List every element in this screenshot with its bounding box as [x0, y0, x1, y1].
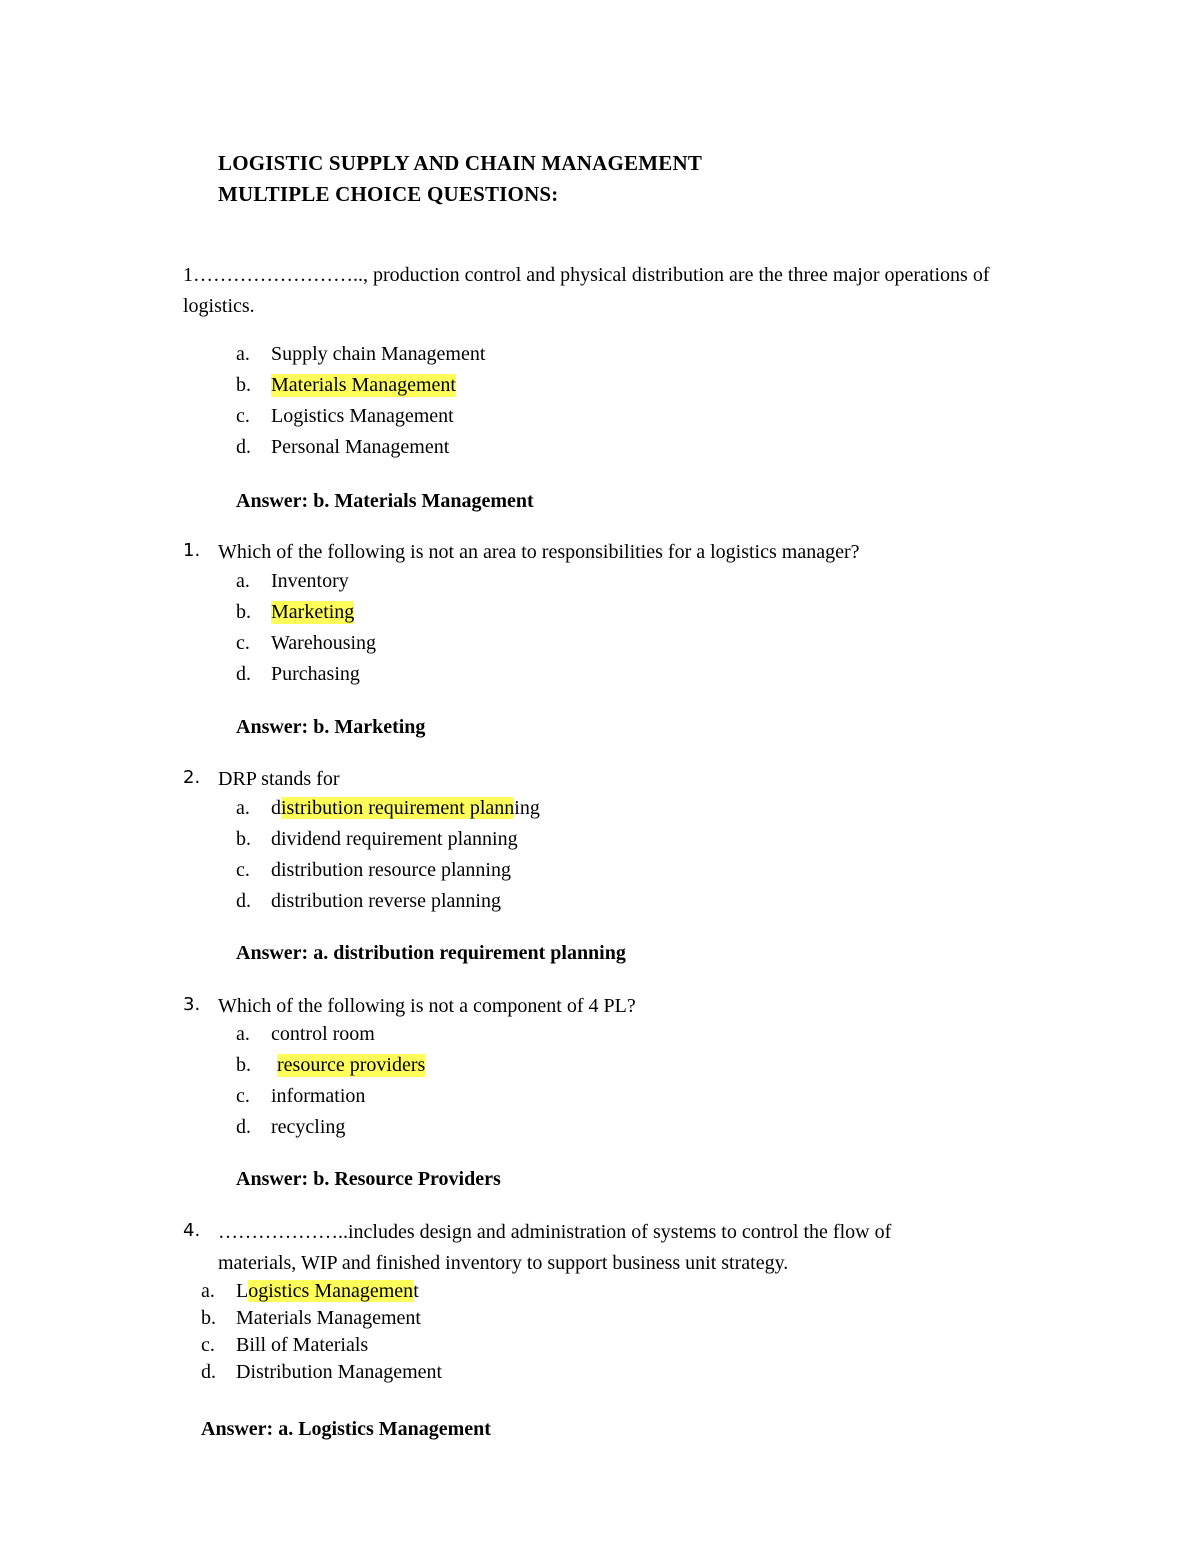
question-3-text: Which of the following is not a component of 4 PL?: [218, 995, 636, 1017]
highlighted-answer: resource providers: [277, 1054, 426, 1076]
question-0-body: production control and physical distribution are the three major operations of logistics.: [183, 264, 990, 317]
highlighted-answer: Marketing: [271, 601, 355, 623]
question-4-blank: ………………..: [218, 1221, 348, 1243]
question-3-number: 3.: [183, 994, 201, 1015]
question-4-number: 4.: [183, 1220, 201, 1241]
question-3-answer: Answer: b. Resource Providers: [236, 1168, 501, 1190]
question-2-text: DRP stands for: [218, 768, 340, 790]
document-subtitle: MULTIPLE CHOICE QUESTIONS:: [218, 182, 559, 206]
highlighted-answer: ogistics Managemen: [248, 1280, 414, 1302]
question-0-text: [183, 260, 1023, 322]
document-title: LOGISTIC SUPPLY AND CHAIN MANAGEMENT: [218, 151, 703, 175]
question-0-answer: Answer: b. Materials Management: [236, 490, 534, 512]
question-1-number: 1.: [183, 540, 201, 561]
question-2-number: 2.: [183, 767, 201, 788]
question-0-number: 1: [183, 264, 193, 286]
question-0-blank: ……………………..,: [193, 264, 368, 286]
question-2-answer: Answer: a. distribution requirement planning: [236, 942, 626, 964]
question-4-text-line2: materials, WIP and finished inventory to support business unit strategy.: [218, 1252, 789, 1274]
question-4-answer: Answer: a. Logistics Management: [201, 1418, 491, 1440]
question-1-text: Which of the following is not an area to responsibilities for a logistics manager?: [218, 541, 860, 563]
question-4-text-line1: ………………..includes design and administration of systems to control the flow of: [218, 1221, 892, 1243]
highlighted-answer: Materials Management: [271, 374, 456, 396]
highlighted-answer: istribution requirement plann: [281, 797, 515, 819]
document-page: LOGISTIC SUPPLY AND CHAIN MANAGEMENT MULTIPLE CHOICE QUESTIONS: 1…………………….., production control and physical distribution are the three major operations of logistics. a. Supply chain Management b. Materials Management c. Logistics Management d. Personal Management Answer: b. Materials Management 1. Which of the following is not an area to responsibilities for a logistics manager? a. Inventory b. Marketing c. Warehousing d. Purchasing Answer: b. Marketing 2. DRP stands for a. distribution requirement planning b. dividend requirement planning c. distribution resource planning d. distribution reverse planning Answer: a. distribution requirement planning 3. Which of the following is not a component of 4 PL? a. control room b. resource providers c. information d. recycling Answer: b. Resource Providers 4. ………………..includes design and administration of systems to control the flow of materials, WIP and finished inventory to support business unit strategy. a. Logistics Management b. Materials Management c. Bill of Materials d. Distribution Management Answer: a. Logistics Management: [0, 0, 1200, 1553]
question-1-answer: Answer: b. Marketing: [236, 716, 426, 738]
